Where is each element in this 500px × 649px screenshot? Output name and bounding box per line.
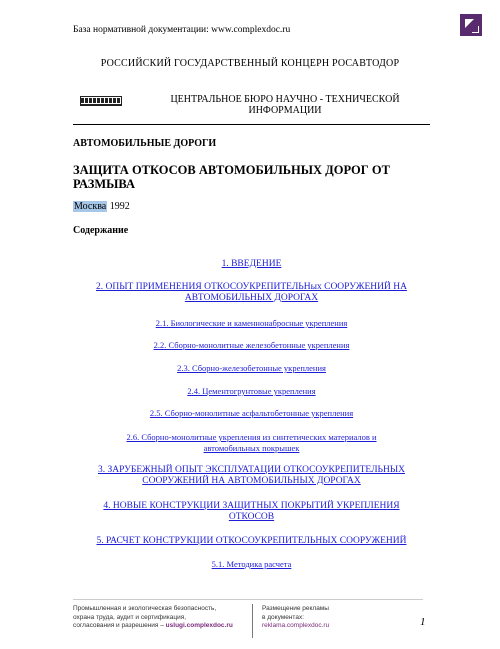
toc-link-2-4[interactable]: 2.4. Цементогрунтовые укрепления <box>187 386 316 396</box>
toc-link-section-2[interactable]: 2. ОПЫТ ПРИМЕНЕНИЯ ОТКОСОУКРЕПИТЕЛЬНых СООРУЖЕНИЙ НА АВТОМОБИЛЬНЫХ ДОРОГАХ <box>96 282 407 303</box>
footer-advertising <box>262 605 382 631</box>
footer-divider <box>73 599 423 600</box>
footer-services-line-2: охрана труда, аудит и сертификация, <box>73 613 187 621</box>
organization-name: РОССИЙСКИЙ ГОСУДАРСТВЕННЫЙ КОНЦЕРН РОСАВТОДОР <box>100 58 400 69</box>
toc-link-introduction[interactable]: 1. ВВЕДЕНИЕ <box>221 259 282 269</box>
footer-ad-line-2: в документах: <box>262 613 305 621</box>
toc-link-2-2[interactable]: 2.2. Сборно-монолитные железобетонные укрепления <box>153 340 350 350</box>
institute-name <box>160 94 410 116</box>
header-divider <box>73 124 430 125</box>
institute-logo-icon <box>80 96 122 106</box>
footer-ad-line-1: Размещение рекламы <box>262 605 329 612</box>
institute-line-2: ИНФОРМАЦИИ <box>248 105 322 116</box>
site-header: База нормативной документации: www.complexdoc.ru <box>73 25 291 35</box>
toc-link-2-3[interactable]: 2.3. Сборно-железобетонные укрепления <box>177 363 326 373</box>
document-title-line-2: РАЗМЫВА <box>73 177 135 191</box>
toc-link-section-4[interactable]: 4. НОВЫЕ КОНСТРУКЦИИ ЗАЩИТНЫХ ПОКРЫТИЙ УКРЕПЛЕНИЯ ОТКОСОВ <box>103 501 400 522</box>
footer-ad-link[interactable]: reklama.complexdoc.ru <box>262 622 330 629</box>
year: 1992 <box>109 201 130 212</box>
place-highlighted: Москва <box>74 201 107 212</box>
document-title-line-1: ЗАЩИТА ОТКОСОВ АВТОМОБИЛЬНЫХ ДОРОГ ОТ <box>73 163 390 177</box>
document-title <box>73 163 413 191</box>
section-heading: АВТОМОБИЛЬНЫЕ ДОРОГИ <box>73 138 217 149</box>
footer-services <box>73 605 253 631</box>
toc-link-2-6[interactable]: 2.6. Сборно-монолитные укрепления из синтетических материалов и автомобильных покрышек <box>126 432 377 453</box>
place-year <box>73 201 130 212</box>
toc-link-section-5[interactable]: 5. РАСЧЕТ КОНСТРУКЦИИ ОТКОСОУКРЕПИТЕЛЬНЫХ СООРУЖЕНИЙ <box>96 536 407 546</box>
complexdoc-logo-icon[interactable] <box>460 14 482 36</box>
toc-link-section-3[interactable]: 3. ЗАРУБЕЖНЫЙ ОПЫТ ЭКСПЛУАТАЦИИ ОТКОСОУКРЕПИТЕЛЬНЫХ СООРУЖЕНИЙ НА АВТОМОБИЛЬНЫХ ДОРОГАХ <box>98 465 405 486</box>
footer-services-line-3: согласования и разрешения – uslugi.complexdoc.ru <box>73 622 233 629</box>
footer-separator <box>252 604 253 638</box>
toc-link-2-5[interactable]: 2.5. Сборно-монолитные асфальтобетонные укрепления <box>149 408 354 418</box>
page-number: 1 <box>420 616 426 628</box>
toc-link-5-1[interactable]: 5.1. Методика расчета <box>211 559 292 569</box>
institute-line-1: ЦЕНТРАЛЬНОЕ БЮРО НАУЧНО - ТЕХНИЧЕСКОЙ <box>170 94 400 105</box>
footer-services-link[interactable]: uslugi.complexdoc.ru <box>165 622 233 629</box>
contents-heading: Содержание <box>73 225 129 236</box>
footer-services-line-1: Промышленная и экологическая безопасность, <box>73 605 217 612</box>
toc-link-2-1[interactable]: 2.1. Биологические и каменнонаброcные укрепления <box>155 318 348 328</box>
